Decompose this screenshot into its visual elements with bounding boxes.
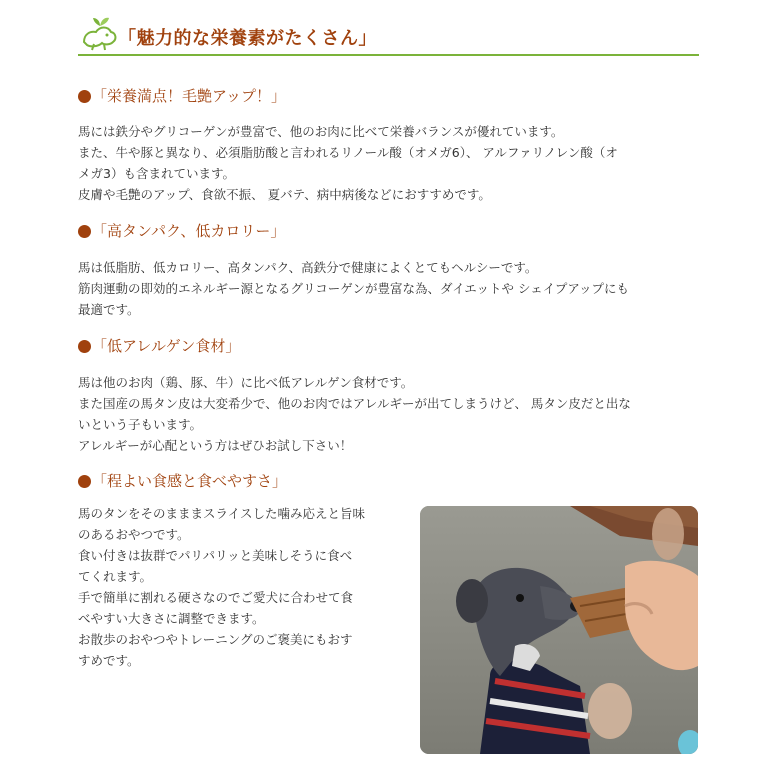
section-title: 「栄養満点！毛艶アップ！」 [78, 86, 699, 106]
section-body: 馬には鉄分やグリコーゲンが豊富で、他のお肉に比べて栄養バランスが優れています。 また、牛や豚と異なり、必須脂肪酸と言われるリノール酸（オメガ6）、 アルファリノレン酸（オ メガ3）も含まれています。 皮膚や毛艶のアップ、食欲不振、 夏バテ、病中病後などにおすすめです。 [78, 124, 618, 202]
section-body: 馬は低脂肪、低カロリー、高タンパク、高鉄分で健康によくとてもヘルシーです。 筋肉運動の即効的エネルギー源となるグリコーゲンが豊富な為、ダイエットや シェイプアップにも 最適です。 [78, 260, 629, 317]
section-body: 馬のタンをそのまままスライスした噛み応えと旨味 のあるおやつです。 食い付きは抜群でパリパリッと美味しそうに食べ てくれます。 手で簡単に割れる硬さなのでご愛犬に合わせて食 べやすい大きさに調整できます。 お散歩のおやつやトレーニングのご褒美にもおす すめです。 [78, 506, 366, 668]
bullet-icon [78, 225, 91, 238]
content-page [78, 0, 699, 668]
section-title: 「低アレルゲン食材」 [78, 336, 699, 356]
page-title: 「魅力的な栄養素がたくさん」 [118, 28, 377, 49]
bullet-icon [78, 90, 91, 103]
dog-eating-treat-photo [420, 506, 698, 754]
section-high-protein [78, 221, 699, 317]
section-title: 「程よい食感と食べやすさ」 [78, 471, 699, 491]
bullet-icon [78, 475, 91, 488]
dog-photo-illustration [420, 506, 698, 754]
section-header [78, 0, 699, 56]
section-body: 馬は他のお肉（鶏、豚、牛）に比べ低アレルゲン食材です。 また国産の馬タン皮は大変希少で、他のお肉ではアレルギーが出てしまうけど、 馬タン皮だと出な いという子もいます。 アレルギーが心配という方はぜひお試し下さい！ [78, 375, 631, 453]
dog-sprout-logo-icon [78, 12, 120, 52]
section-nutrition [78, 86, 699, 202]
section-texture [78, 471, 699, 668]
section-low-allergen [78, 336, 699, 453]
bullet-icon [78, 340, 91, 353]
section-title: 「高タンパク、低カロリー」 [78, 221, 699, 241]
